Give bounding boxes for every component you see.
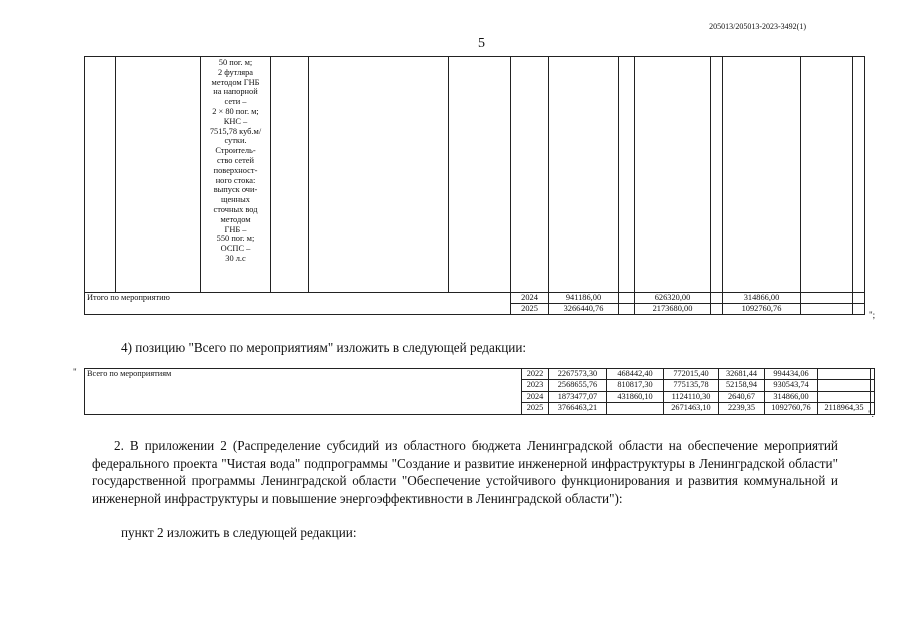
- table-row: Всего по мероприятиям 2022 2267573,30 468442,40 772015,40 32681,44 994434,06: [85, 369, 875, 380]
- description-line: сети –: [224, 97, 247, 107]
- measure-table: [84, 56, 865, 315]
- description-line: ного стока:: [215, 175, 256, 185]
- description-line: Строитель-: [215, 146, 256, 156]
- description-line: выпуск очи-: [213, 185, 258, 195]
- description-line: сутки.: [224, 136, 247, 146]
- closing-quote: ";: [869, 310, 876, 320]
- description-line: методом ГНБ: [211, 77, 260, 87]
- table-row: 2023 2568655,76 810817,30 775135,78 52158,94 930543,74: [85, 380, 875, 391]
- table-row: 2024 1873477,07 431860,10 1124110,30 2640,67 314866,00: [85, 391, 875, 402]
- closing-quote: ".: [868, 409, 874, 419]
- description-line: 550 пог. м;: [216, 234, 255, 244]
- description-line: 2 футляра: [217, 67, 254, 77]
- item-4-text: 4) позицию "Всего по мероприятиям" изложить в следующей редакции:: [121, 340, 527, 355]
- table-row: 2025 3266440,76 2173680,00 1092760,76: [85, 304, 865, 315]
- table-row: [85, 57, 865, 293]
- totals-label: Всего по мероприятиям: [85, 369, 522, 415]
- description-line: 30 л.с: [225, 253, 246, 263]
- description-line: поверхност-: [213, 165, 258, 175]
- totals-table: [84, 368, 875, 415]
- description-line: щенных: [221, 195, 250, 205]
- opening-quote: ": [73, 367, 77, 377]
- paragraph-2: 2. В приложении 2 (Распределение субсидий из областного бюджета Ленинградской области на обеспечение мероприятий федерального проекта "Чистая вода" подпрограммы "Создание и развитие инженерной инфраструктуры в Ленинградской области" государственной программы Ленинградской области "Обеспечение устойчивого функционирования и развития коммунальной и инженерной инфраструктуры и повышение энергоэффективности в Ленинградской области"):: [92, 438, 838, 506]
- description-line: КНС –: [223, 116, 248, 126]
- table-row: Итого по мероприятию 2024 941186,00 626320,00 314866,00: [85, 293, 865, 304]
- total-label: Итого по мероприятию: [85, 293, 511, 315]
- table-row: 2025 3766463,21 2671463,10 2239,35 1092760,76 2118964,35: [85, 403, 875, 414]
- description-line: сточных вод: [213, 204, 258, 214]
- document-id: 205013/205013-2023-3492(1): [709, 22, 806, 31]
- page-number: 5: [478, 36, 485, 51]
- measure-description: [201, 57, 271, 293]
- description-line: 7515,78 куб.м/: [209, 126, 262, 136]
- paragraph-3: пункт 2 изложить в следующей редакции:: [121, 525, 357, 540]
- description-line: ГНБ –: [224, 224, 247, 234]
- description-line: 50 пог. м;: [218, 58, 253, 67]
- description-line: 2 × 80 пог. м;: [212, 106, 259, 116]
- description-line: ОСПС –: [220, 244, 251, 254]
- description-line: ство сетей: [217, 155, 254, 165]
- description-line: на напорной: [213, 87, 258, 97]
- description-line: методом: [220, 214, 251, 224]
